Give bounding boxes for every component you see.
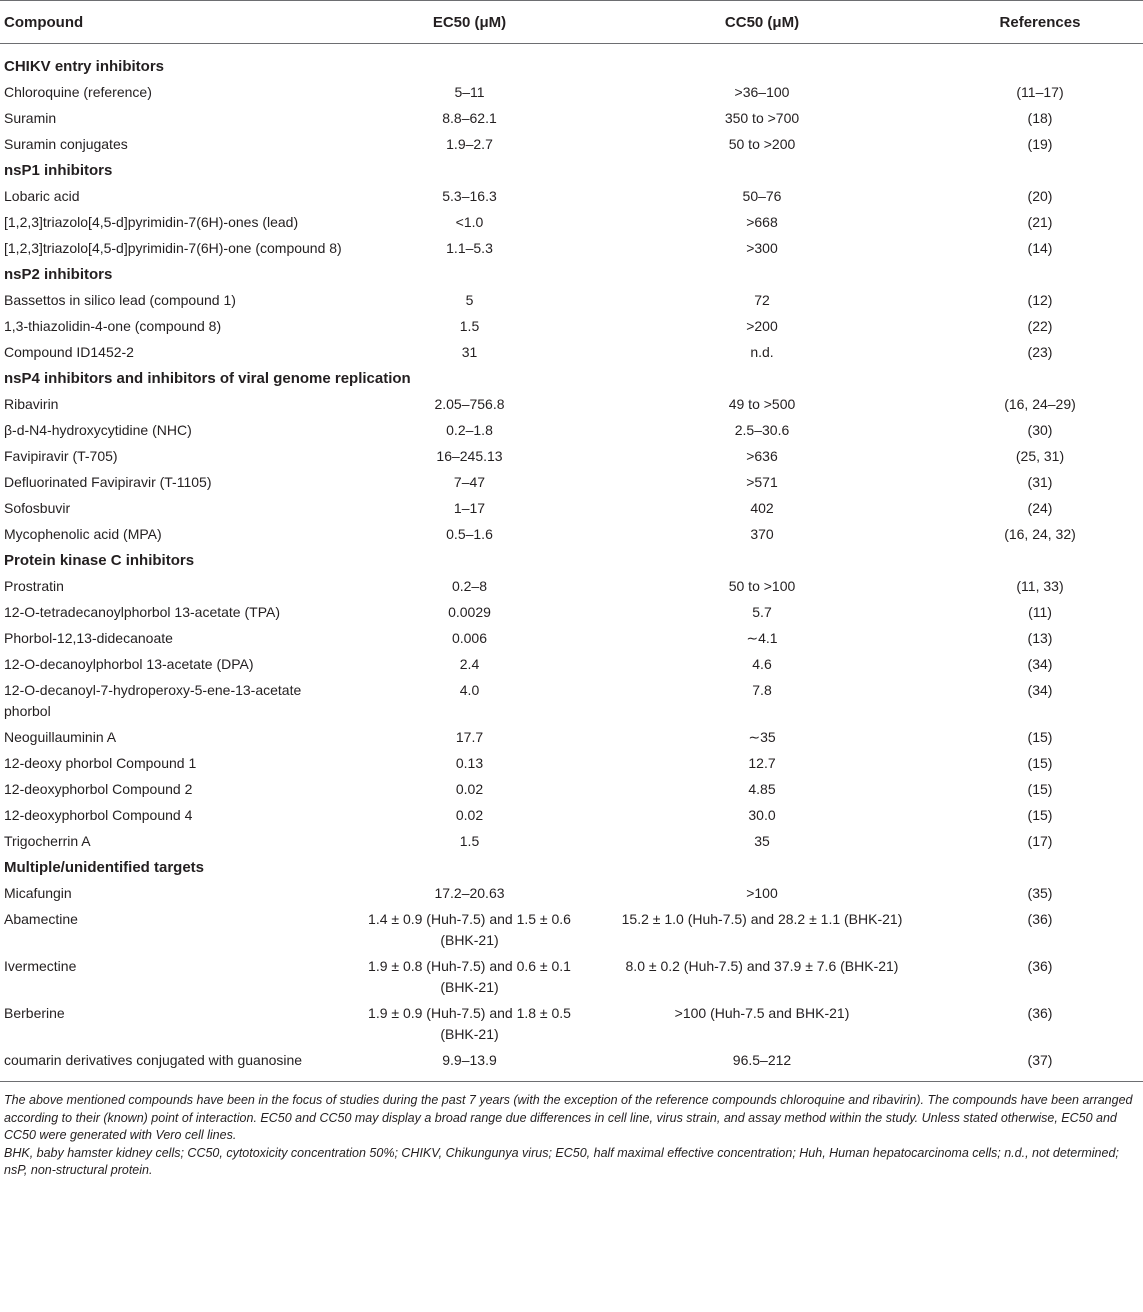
cell-ec50: 4.0 xyxy=(459,682,480,698)
cell-ec50: 1.9–2.7 xyxy=(446,136,493,152)
cell-cc50: ∼4.1 xyxy=(746,630,778,646)
cell-ec50: 8.8–62.1 xyxy=(442,110,497,126)
cell-cc50: 350 to >700 xyxy=(724,110,800,126)
cell-references: (31) xyxy=(1027,474,1053,490)
table-row xyxy=(0,651,1143,677)
cell-ec50: 5 xyxy=(465,292,474,308)
table-row xyxy=(0,953,1143,1000)
cell-references: (34) xyxy=(1027,682,1053,698)
cell-compound: Abamectine xyxy=(4,911,78,927)
cell-cc50: >36–100 xyxy=(734,84,790,100)
cell-ec50: 1.5 xyxy=(459,833,480,849)
cell-ec50: 17.2–20.63 xyxy=(434,885,505,901)
cell-ec50: 5.3–16.3 xyxy=(442,188,497,204)
cell-ec50: 17.7 xyxy=(455,729,484,745)
section-title: Multiple/unidentified targets xyxy=(4,859,205,876)
cell-compound: Prostratin xyxy=(4,578,64,594)
table-row xyxy=(0,443,1143,469)
cell-ec50: 0.2–8 xyxy=(451,578,488,594)
cell-references: (17) xyxy=(1027,833,1053,849)
cell-compound: 12-deoxy phorbol Compound 1 xyxy=(4,755,197,771)
table-row xyxy=(0,131,1143,157)
cell-references: (12) xyxy=(1027,292,1053,308)
cell-compound: Suramin conjugates xyxy=(4,136,128,152)
table-row xyxy=(0,776,1143,802)
cell-ec50: 1.4 ± 0.9 (Huh-7.5) and 1.5 ± 0.6 (BHK-21) xyxy=(368,911,571,948)
cell-cc50: 50 to >200 xyxy=(728,136,796,152)
cell-ec50: 0.13 xyxy=(455,755,484,771)
table-row xyxy=(0,599,1143,625)
cell-compound: Trigocherrin A xyxy=(4,833,91,849)
cell-compound: 12-O-decanoylphorbol 13-acetate (DPA) xyxy=(4,656,254,672)
section-title: CHIKV entry inhibitors xyxy=(4,58,165,75)
section-header-row xyxy=(0,547,1143,573)
cell-cc50: n.d. xyxy=(750,344,774,360)
cell-ec50: <1.0 xyxy=(455,214,484,230)
table-row xyxy=(0,750,1143,776)
cell-cc50: 402 xyxy=(750,500,774,516)
section-header-row xyxy=(0,44,1143,80)
footnote-abbreviations: BHK, baby hamster kidney cells; CC50, cytotoxicity concentration 50%; CHIKV, Chikungunya virus; EC50, half maximal effective concentration; Huh, Human hepatocarcinoma cells; n.d., not determined; nsP, non-structural protein. xyxy=(4,1145,1119,1177)
cell-compound: coumarin derivatives conjugated with guanosine xyxy=(4,1052,303,1068)
table-row xyxy=(0,339,1143,365)
table-row xyxy=(0,828,1143,854)
cell-cc50: 72 xyxy=(754,292,770,308)
cell-references: (24) xyxy=(1027,500,1053,516)
table-row xyxy=(0,1047,1143,1073)
cell-ec50: 1–17 xyxy=(453,500,486,516)
cell-references: (11–17) xyxy=(1016,84,1064,100)
cell-compound: Phorbol-12,13-didecanoate xyxy=(4,630,173,646)
header-cc50: CC50 (μM) xyxy=(587,1,937,44)
cell-compound: Ribavirin xyxy=(4,396,59,412)
cell-ec50: 0.0029 xyxy=(448,604,491,620)
cell-references: (22) xyxy=(1027,318,1053,334)
section-title: nsP2 inhibitors xyxy=(4,266,113,283)
table-row xyxy=(0,1000,1143,1047)
header-compound: Compound xyxy=(0,1,352,44)
cell-ec50: 1.9 ± 0.9 (Huh-7.5) and 1.8 ± 0.5 (BHK-21) xyxy=(368,1005,571,1042)
cell-references: (36) xyxy=(1027,911,1053,927)
cell-references: (25, 31) xyxy=(1015,448,1065,464)
cell-references: (16, 24, 32) xyxy=(1004,526,1076,542)
table-row xyxy=(0,521,1143,547)
cell-compound: Compound ID1452-2 xyxy=(4,344,134,360)
cell-cc50: >300 xyxy=(746,240,778,256)
cell-references: (21) xyxy=(1027,214,1053,230)
cell-compound: [1,2,3]triazolo[4,5-d]pyrimidin-7(6H)-one (compound 8) xyxy=(4,240,342,256)
table-footnotes xyxy=(0,1081,1143,1180)
cell-references: (15) xyxy=(1027,781,1053,797)
cell-references: (23) xyxy=(1027,344,1053,360)
cell-cc50: >571 xyxy=(746,474,778,490)
table-row xyxy=(0,391,1143,417)
cell-references: (37) xyxy=(1027,1052,1053,1068)
cell-cc50: 96.5–212 xyxy=(732,1052,792,1068)
cell-ec50: 1.1–5.3 xyxy=(446,240,493,256)
cell-references: (15) xyxy=(1027,807,1053,823)
cell-references: (35) xyxy=(1027,885,1053,901)
cell-ec50: 16–245.13 xyxy=(436,448,503,464)
cell-cc50: 49 to >500 xyxy=(728,396,796,412)
cell-compound: Sofosbuvir xyxy=(4,500,71,516)
cell-cc50: >100 xyxy=(746,885,778,901)
cell-ec50: 2.05–756.8 xyxy=(434,396,505,412)
cell-ec50: 0.2–1.8 xyxy=(446,422,493,438)
table-row xyxy=(0,802,1143,828)
cell-compound: Micafungin xyxy=(4,885,72,901)
cell-cc50: 2.5–30.6 xyxy=(734,422,790,438)
table-row xyxy=(0,469,1143,495)
header-references: References xyxy=(937,1,1143,44)
section-header-row xyxy=(0,365,1143,391)
cell-compound: Lobaric acid xyxy=(4,188,80,204)
cell-ec50: 0.02 xyxy=(455,807,484,823)
cell-references: (20) xyxy=(1027,188,1053,204)
cell-cc50: 370 xyxy=(750,526,774,542)
cell-compound: [1,2,3]triazolo[4,5-d]pyrimidin-7(6H)-ones (lead) xyxy=(4,214,299,230)
table-row xyxy=(0,495,1143,521)
cell-cc50: 4.85 xyxy=(748,781,776,797)
cell-references: (15) xyxy=(1027,755,1053,771)
cell-references: (19) xyxy=(1027,136,1053,152)
table-row xyxy=(0,906,1143,953)
table-row xyxy=(0,287,1143,313)
section-title: nsP4 inhibitors and inhibitors of viral genome replication xyxy=(4,370,411,387)
section-title: Protein kinase C inhibitors xyxy=(4,552,195,569)
table-row xyxy=(0,235,1143,261)
table-row xyxy=(0,105,1143,131)
section-title: nsP1 inhibitors xyxy=(4,162,113,179)
cell-references: (30) xyxy=(1027,422,1053,438)
cell-compound: Mycophenolic acid (MPA) xyxy=(4,526,162,542)
cell-references: (36) xyxy=(1027,1005,1053,1021)
footnote-description: The above mentioned compounds have been in the focus of studies during the past 7 years (with the exception of the reference compounds chloroquine and ribavirin). The compounds have been arranged according to their (known) point of interaction. EC50 and CC50 may display a broad range due differences in cell line, virus strain, and assay method within the study. Unless stated otherwise, EC50 and CC50 were generated with Vero cell lines. xyxy=(4,1093,1133,1142)
cell-references: (14) xyxy=(1027,240,1053,256)
cell-compound: Neoguillauminin A xyxy=(4,729,117,745)
table-row xyxy=(0,724,1143,750)
cell-ec50: 0.02 xyxy=(455,781,484,797)
cell-compound: Defluorinated Favipiravir (T-1105) xyxy=(4,474,212,490)
cell-compound: 12-deoxyphorbol Compound 2 xyxy=(4,781,193,797)
cell-compound: Berberine xyxy=(4,1005,65,1021)
cell-references: (18) xyxy=(1027,110,1053,126)
cell-ec50: 9.9–13.9 xyxy=(442,1052,497,1068)
cell-cc50: 30.0 xyxy=(748,807,776,823)
header-ec50: EC50 (μM) xyxy=(352,1,587,44)
cell-cc50: 7.8 xyxy=(752,682,772,698)
cell-ec50: 31 xyxy=(461,344,478,360)
cell-references: (15) xyxy=(1027,729,1053,745)
cell-compound: Favipiravir (T-705) xyxy=(4,448,118,464)
table-row xyxy=(0,417,1143,443)
cell-cc50: 12.7 xyxy=(748,755,776,771)
cell-cc50: >200 xyxy=(746,318,778,334)
table-row xyxy=(0,573,1143,599)
cell-compound: Chloroquine (reference) xyxy=(4,84,152,100)
cell-cc50: >668 xyxy=(746,214,778,230)
section-header-row xyxy=(0,261,1143,287)
cell-compound: Ivermectine xyxy=(4,958,77,974)
cell-ec50: 1.5 xyxy=(459,318,480,334)
table-row xyxy=(0,79,1143,105)
table-row xyxy=(0,209,1143,235)
cell-cc50: 8.0 ± 0.2 (Huh-7.5) and 37.9 ± 7.6 (BHK-21) xyxy=(625,958,899,974)
cell-compound: 12-O-decanoyl-7-hydroperoxy-5-ene-13-acetate phorbol xyxy=(4,682,302,719)
cell-compound: 1,3-thiazolidin-4-one (compound 8) xyxy=(4,318,222,334)
cell-references: (11, 33) xyxy=(1016,578,1064,594)
cell-cc50: 50–76 xyxy=(742,188,782,204)
cell-ec50: 1.9 ± 0.8 (Huh-7.5) and 0.6 ± 0.1 (BHK-21) xyxy=(368,958,571,995)
cell-cc50: 5.7 xyxy=(752,604,772,620)
section-header-row xyxy=(0,854,1143,880)
cell-references: (16, 24–29) xyxy=(1004,396,1076,412)
cell-compound: 12-deoxyphorbol Compound 4 xyxy=(4,807,193,823)
cell-ec50: 7–47 xyxy=(453,474,486,490)
table-body xyxy=(0,44,1143,1074)
cell-references: (13) xyxy=(1027,630,1053,646)
table-row xyxy=(0,313,1143,339)
cell-compound: Bassettos in silico lead (compound 1) xyxy=(4,292,236,308)
table-header xyxy=(0,1,1143,44)
cell-ec50: 0.5–1.6 xyxy=(446,526,493,542)
table-row xyxy=(0,625,1143,651)
cell-cc50: ∼35 xyxy=(748,729,776,745)
cell-compound: 12-O-tetradecanoylphorbol 13-acetate (TPA) xyxy=(4,604,280,620)
cell-references: (34) xyxy=(1027,656,1053,672)
cell-references: (36) xyxy=(1027,958,1053,974)
table-row xyxy=(0,677,1143,724)
cell-cc50: 35 xyxy=(754,833,770,849)
section-header-row xyxy=(0,157,1143,183)
cell-ec50: 2.4 xyxy=(459,656,480,672)
cell-ec50: 0.006 xyxy=(451,630,488,646)
cell-cc50: 4.6 xyxy=(752,656,772,672)
cell-cc50: 15.2 ± 1.0 (Huh-7.5) and 28.2 ± 1.1 (BHK-21) xyxy=(621,911,903,927)
cell-references: (11) xyxy=(1028,604,1052,620)
cell-cc50: >636 xyxy=(746,448,778,464)
cell-cc50: >100 (Huh-7.5 and BHK-21) xyxy=(674,1005,850,1021)
table-row xyxy=(0,183,1143,209)
cell-compound: Suramin xyxy=(4,110,57,126)
cell-cc50: 50 to >100 xyxy=(728,578,796,594)
cell-compound: β-d-N4-hydroxycytidine (NHC) xyxy=(4,422,192,438)
cell-ec50: 5–11 xyxy=(454,84,485,100)
table-row xyxy=(0,880,1143,906)
